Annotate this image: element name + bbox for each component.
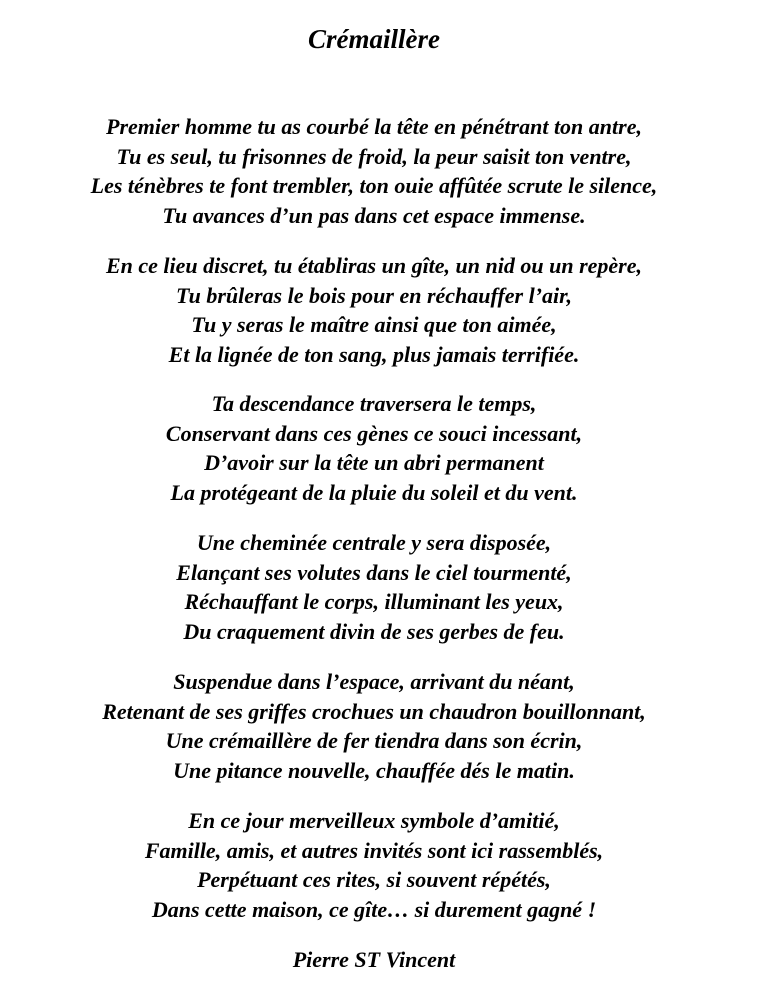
verse-line: Du craquement divin de ses gerbes de feu. <box>183 618 565 644</box>
stanza-2 <box>0 251 748 369</box>
verse-line: Famille, amis, et autres invités sont ici rassemblés, <box>144 837 604 863</box>
verse-line: Perpétuant ces rites, si souvent répétés, <box>197 867 551 892</box>
verse-line: En ce jour merveilleux symbole d’amitié, <box>188 808 560 833</box>
verse-line: Réchauffant le corps, illuminant les yeux, <box>184 589 564 614</box>
stanza-3 <box>0 389 748 507</box>
poem-title: Crémaillère <box>308 24 440 54</box>
verse-line: Tu brûleras le bois pour en réchauffer l’air, <box>175 282 573 308</box>
verse-line: Les ténèbres te font trembler, ton ouie affûtée scrute le silence, <box>90 173 658 198</box>
stanza-4 <box>0 528 748 646</box>
verse-line: La protégeant de la pluie du soleil et du vent. <box>170 479 578 505</box>
verse-line: Tu avances d’un pas dans cet espace immense. <box>162 202 586 228</box>
verse-line: Premier homme tu as courbé la tête en pénétrant ton antre, <box>106 114 642 139</box>
verse-line: Tu es seul, tu frisonnes de froid, la peur saisit ton ventre, <box>116 143 632 169</box>
stanza-5 <box>0 667 748 785</box>
author-signature: Pierre ST Vincent <box>292 947 456 972</box>
verse-line: Une pitance nouvelle, chauffée dés le matin. <box>173 757 575 783</box>
stanza-6 <box>0 806 748 924</box>
verse-line: Conservant dans ces gènes ce souci incessant, <box>165 420 583 446</box>
verse-line: Une cheminée centrale y sera disposée, <box>196 530 552 555</box>
verse-line: D’avoir sur la tête un abri permanent <box>204 450 544 475</box>
verse-line: Une crémaillère de fer tiendra dans son écrin, <box>165 728 583 753</box>
verse-line: Tu y seras le maître ainsi que ton aimée, <box>191 312 557 337</box>
verse-line: Dans cette maison, ce gîte… si durement gagné ! <box>151 896 597 922</box>
verse-line: Retenant de ses griffes crochues un chaudron bouillonnant, <box>102 698 646 724</box>
stanza-1 <box>0 112 748 230</box>
verse-line: Ta descendance traversera le temps, <box>211 391 537 416</box>
verse-line: En ce lieu discret, tu établiras un gîte, un nid ou un repère, <box>105 253 642 278</box>
verse-line: Et la lignée de ton sang, plus jamais terrifiée. <box>168 341 580 367</box>
verse-line: Elançant ses volutes dans le ciel tourmenté, <box>176 559 572 585</box>
verse-line: Suspendue dans l’espace, arrivant du néant, <box>173 669 575 694</box>
